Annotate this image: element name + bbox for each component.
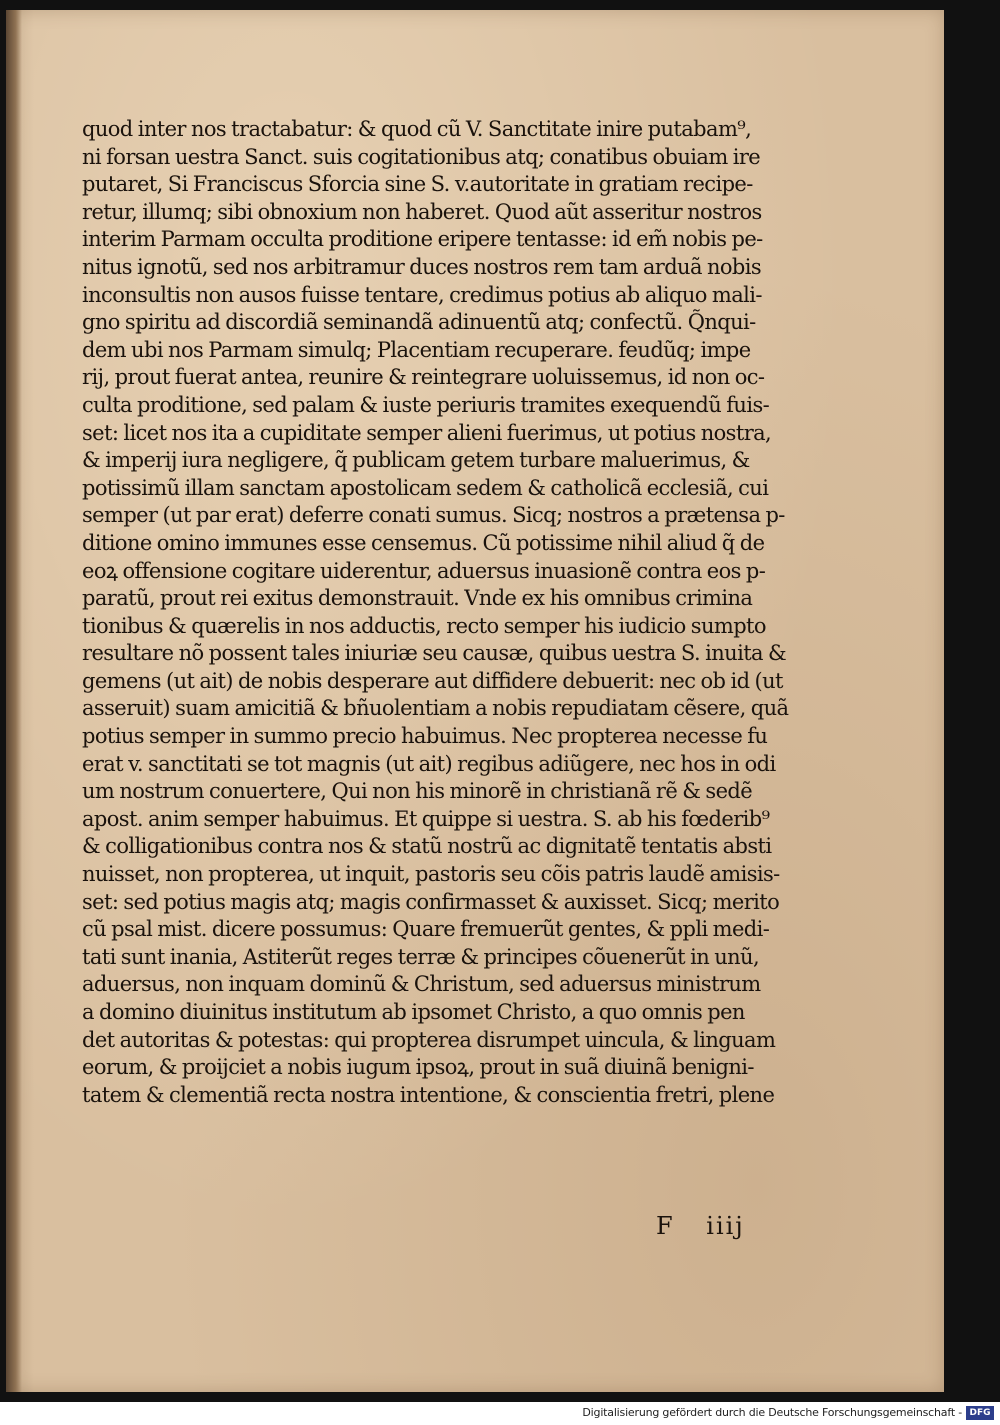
text-line: nuisset, non propterea, ut inquit, pastoris seu cõis patris laudẽ amisis-: [82, 862, 780, 887]
digitization-footer: [0, 1402, 1000, 1425]
page-gutter: [6, 10, 22, 1392]
text-line: inconsultis non ausos fuisse tentare, credimus potius ab aliquo mali-: [82, 282, 762, 307]
page-body-text: [82, 116, 842, 1109]
text-line: & imperij iura negligere, q̃ publicam getem turbare maluerimus, &: [82, 448, 750, 473]
text-line: dem ubi nos Parmam simulq; Placentiam recuperare. feudũq; impe: [82, 337, 751, 362]
text-line: ditione omino immunes esse censemus. Cũ potissime nihil aliud q̃ de: [82, 530, 765, 555]
text-line: a domino diuinitus institutum ab ipsomet Christo, a quo omnis pen: [82, 1000, 745, 1024]
text-line: rij, prout fuerat antea, reunire & reintegrare uoluissemus, id non oc-: [82, 365, 765, 390]
dfg-logo-icon: DFG: [966, 1406, 994, 1420]
signature-mark: F iiij: [656, 1212, 745, 1240]
text-line: retur, illumq; sibi obnoxium non haberet. Quod aũt asseritur nostros: [82, 199, 762, 224]
text-line: tionibus & quærelis in nos adductis, recto semper his iudicio sumpto: [82, 613, 766, 638]
text-line: & colligationibus contra nos & statũ nostrũ ac dignitatẽ tentatis absti: [82, 834, 772, 859]
text-line: potius semper in summo precio habuimus. Nec propterea necesse fu: [82, 724, 768, 749]
text-line: apost. anim semper habuimus. Et quippe si uestra. S. ab his fœderib⁹: [82, 806, 770, 831]
text-line: erat v. sanctitati se tot magnis (ut ait) regibus adiũgere, nec hos in odi: [82, 751, 776, 776]
text-line: det autoritas & potestas: qui propterea disrumpet uincula, & linguam: [82, 1027, 776, 1052]
text-line: asseruit) suam amicitiã & bñuolentiam a nobis repudiatam cẽsere, quã: [82, 696, 789, 721]
text-line: set: licet nos ita a cupiditate semper alieni fuerimus, ut potius nostra,: [82, 420, 772, 445]
text-line: nitus ignotũ, sed nos arbitramur duces nostros rem tam arduã nobis: [82, 254, 762, 279]
text-line: gno spiritu ad discordiã seminandã adinuentũ atq; confectũ. Q̃nqui-: [82, 310, 756, 335]
text-line: tati sunt inania, Astiterũt reges terræ & principes cõuenerũt in unũ,: [82, 944, 760, 969]
text-line: cũ psal mist. dicere possumus: Quare fremuerũt gentes, & ppli medi-: [82, 917, 770, 942]
text-line: semper (ut par erat) deferre conati sumus. Sicq; nostros a prætensa p-: [82, 503, 785, 528]
text-line: set: sed potius magis atq; magis confirmasset & auxisset. Sicq; merito: [82, 889, 780, 914]
text-line: eorum, & proijciet a nobis iugum ipsoꝝ, prout in suã diuinã benigni-: [82, 1055, 754, 1080]
text-line: interim Parmam occulta proditione eripere tentasse: id em̃ nobis pe-: [82, 227, 763, 252]
funding-credit: Digitalisierung gefördert durch die Deutsche Forschungsgemeinschaft -: [582, 1406, 962, 1419]
text-line: tatem & clementiã recta nostra intentione, & conscientia fretri, plene: [82, 1082, 775, 1107]
text-line: eoꝝ offensione cogitare uiderentur, aduersus inuasionẽ contra eos p-: [82, 558, 766, 583]
text-line: resultare nõ possent tales iniuriæ seu causæ, quibus uestra S. inuita &: [82, 641, 787, 666]
text-line: gemens (ut ait) de nobis desperare aut diffidere debuerit: nec ob id (ut: [82, 668, 783, 693]
text-line: potissimũ illam sanctam apostolicam sedem & catholicã ecclesiã, cui: [82, 475, 769, 500]
text-line: ni forsan uestra Sanct. suis cogitationibus atq; conatibus obuiam ire: [82, 144, 761, 169]
text-line: quod inter nos tractabatur: & quod cũ V. Sanctitate inire putabam⁹,: [82, 117, 752, 141]
text-line: aduersus, non inquam dominũ & Christum, sed aduersus ministrum: [82, 972, 761, 997]
text-line: um nostrum conuertere, Qui non his minorẽ in christianã rẽ & sedẽ: [82, 779, 753, 804]
text-line: culta proditione, sed palam & iuste periuris tramites exequendũ fuis-: [82, 392, 770, 417]
text-line: paratũ, prout rei exitus demonstrauit. Vnde ex his omnibus crimina: [82, 586, 753, 611]
text-line: putaret, Si Franciscus Sforcia sine S. v.autoritate in gratiam recipe-: [82, 172, 753, 197]
